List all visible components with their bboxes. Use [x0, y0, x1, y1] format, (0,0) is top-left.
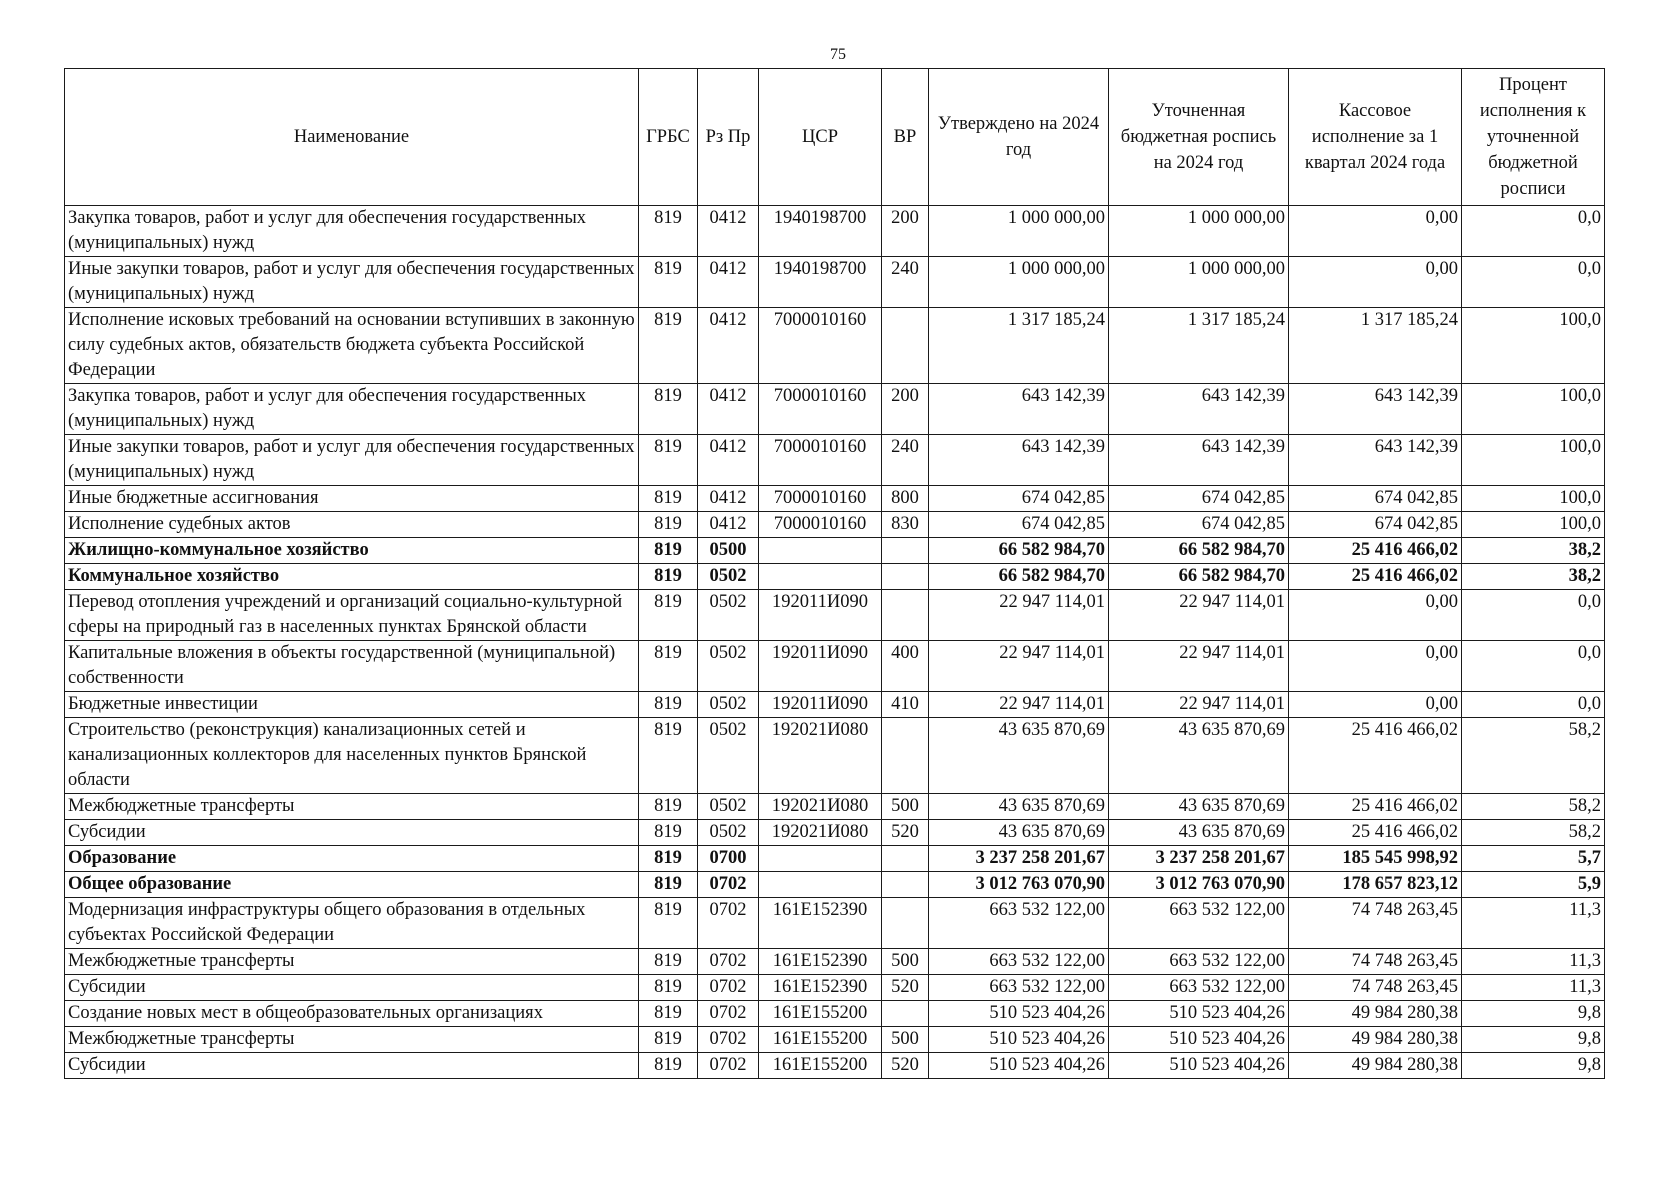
cell-csr	[759, 564, 882, 590]
cell-csr: 161Е152390	[759, 975, 882, 1001]
cell-approved: 66 582 984,70	[929, 538, 1109, 564]
cell-name: Межбюджетные трансферты	[65, 1027, 639, 1053]
cell-grbs: 819	[639, 435, 698, 486]
table-row	[65, 1001, 1605, 1027]
cell-refined: 22 947 114,01	[1109, 590, 1289, 641]
cell-percent: 58,2	[1462, 794, 1605, 820]
cell-cash: 178 657 823,12	[1289, 872, 1462, 898]
cell-cash: 49 984 280,38	[1289, 1001, 1462, 1027]
table-row	[65, 435, 1605, 486]
cell-cash: 643 142,39	[1289, 435, 1462, 486]
cell-name: Исполнение исковых требований на основании вступивших в законную силу судебных актов, обязательств бюджета субъекта Российской Федерации	[65, 308, 639, 384]
cell-cash: 25 416 466,02	[1289, 794, 1462, 820]
cell-csr: 192021И080	[759, 794, 882, 820]
cell-csr: 7000010160	[759, 512, 882, 538]
cell-approved: 643 142,39	[929, 435, 1109, 486]
cell-grbs: 819	[639, 692, 698, 718]
cell-name: Иные закупки товаров, работ и услуг для обеспечения государственных (муниципальных) нужд	[65, 257, 639, 308]
cell-vr: 400	[882, 641, 929, 692]
cell-rzpr: 0702	[698, 1053, 759, 1079]
table-row	[65, 512, 1605, 538]
cell-grbs: 819	[639, 384, 698, 435]
cell-name: Капитальные вложения в объекты государственной (муниципальной) собственности	[65, 641, 639, 692]
cell-approved: 22 947 114,01	[929, 692, 1109, 718]
cell-vr	[882, 718, 929, 794]
cell-csr	[759, 538, 882, 564]
cell-grbs: 819	[639, 898, 698, 949]
cell-approved: 43 635 870,69	[929, 718, 1109, 794]
table-header	[65, 69, 1605, 206]
cell-rzpr: 0502	[698, 794, 759, 820]
cell-percent: 9,8	[1462, 1027, 1605, 1053]
cell-vr: 830	[882, 512, 929, 538]
cell-cash: 74 748 263,45	[1289, 975, 1462, 1001]
cell-refined: 674 042,85	[1109, 486, 1289, 512]
cell-grbs: 819	[639, 257, 698, 308]
cell-approved: 663 532 122,00	[929, 975, 1109, 1001]
header-vr: ВР	[882, 69, 929, 206]
table-row	[65, 590, 1605, 641]
cell-csr: 192011И090	[759, 641, 882, 692]
cell-rzpr: 0502	[698, 820, 759, 846]
cell-percent: 5,9	[1462, 872, 1605, 898]
cell-percent: 100,0	[1462, 486, 1605, 512]
cell-refined: 1 000 000,00	[1109, 206, 1289, 257]
cell-approved: 1 317 185,24	[929, 308, 1109, 384]
cell-rzpr: 0702	[698, 975, 759, 1001]
cell-refined: 663 532 122,00	[1109, 949, 1289, 975]
cell-vr: 500	[882, 1027, 929, 1053]
header-name: Наименование	[65, 69, 639, 206]
cell-name: Межбюджетные трансферты	[65, 794, 639, 820]
cell-approved: 22 947 114,01	[929, 641, 1109, 692]
cell-vr	[882, 590, 929, 641]
cell-rzpr: 0412	[698, 486, 759, 512]
cell-vr: 520	[882, 1053, 929, 1079]
cell-grbs: 819	[639, 308, 698, 384]
cell-approved: 1 000 000,00	[929, 206, 1109, 257]
cell-percent: 100,0	[1462, 308, 1605, 384]
cell-cash: 0,00	[1289, 257, 1462, 308]
cell-refined: 663 532 122,00	[1109, 898, 1289, 949]
table-row	[65, 794, 1605, 820]
table-row	[65, 308, 1605, 384]
cell-name: Иные бюджетные ассигнования	[65, 486, 639, 512]
table-row	[65, 384, 1605, 435]
cell-csr: 1940198700	[759, 257, 882, 308]
cell-percent: 0,0	[1462, 206, 1605, 257]
cell-csr: 161Е155200	[759, 1053, 882, 1079]
cell-grbs: 819	[639, 564, 698, 590]
cell-cash: 1 317 185,24	[1289, 308, 1462, 384]
cell-percent: 0,0	[1462, 257, 1605, 308]
cell-refined: 22 947 114,01	[1109, 692, 1289, 718]
table-row	[65, 564, 1605, 590]
cell-rzpr: 0502	[698, 641, 759, 692]
cell-csr: 161Е152390	[759, 949, 882, 975]
table-row	[65, 257, 1605, 308]
cell-cash: 0,00	[1289, 641, 1462, 692]
cell-approved: 663 532 122,00	[929, 898, 1109, 949]
cell-approved: 510 523 404,26	[929, 1001, 1109, 1027]
cell-name: Модернизация инфраструктуры общего образования в отдельных субъектах Российской Федерации	[65, 898, 639, 949]
cell-refined: 43 635 870,69	[1109, 794, 1289, 820]
cell-refined: 3 012 763 070,90	[1109, 872, 1289, 898]
cell-cash: 25 416 466,02	[1289, 564, 1462, 590]
cell-refined: 43 635 870,69	[1109, 820, 1289, 846]
cell-rzpr: 0702	[698, 1001, 759, 1027]
cell-approved: 510 523 404,26	[929, 1027, 1109, 1053]
cell-name: Субсидии	[65, 820, 639, 846]
cell-vr	[882, 1001, 929, 1027]
cell-refined: 1 000 000,00	[1109, 257, 1289, 308]
cell-name: Закупка товаров, работ и услуг для обеспечения государственных (муниципальных) нужд	[65, 384, 639, 435]
budget-execution-table	[64, 68, 1605, 1079]
cell-rzpr: 0412	[698, 257, 759, 308]
table-row	[65, 486, 1605, 512]
cell-vr: 200	[882, 384, 929, 435]
cell-grbs: 819	[639, 641, 698, 692]
cell-refined: 674 042,85	[1109, 512, 1289, 538]
cell-vr: 240	[882, 257, 929, 308]
cell-approved: 3 237 258 201,67	[929, 846, 1109, 872]
cell-percent: 11,3	[1462, 898, 1605, 949]
cell-grbs: 819	[639, 486, 698, 512]
cell-csr: 192021И080	[759, 718, 882, 794]
cell-vr: 410	[882, 692, 929, 718]
cell-name: Коммунальное хозяйство	[65, 564, 639, 590]
cell-rzpr: 0502	[698, 564, 759, 590]
cell-rzpr: 0412	[698, 435, 759, 486]
cell-approved: 1 000 000,00	[929, 257, 1109, 308]
table-row	[65, 898, 1605, 949]
cell-vr: 520	[882, 975, 929, 1001]
table-row	[65, 1027, 1605, 1053]
cell-vr	[882, 898, 929, 949]
cell-refined: 643 142,39	[1109, 384, 1289, 435]
cell-name: Строительство (реконструкция) канализационных сетей и канализационных коллекторов для населенных пунктов Брянской области	[65, 718, 639, 794]
cell-refined: 510 523 404,26	[1109, 1027, 1289, 1053]
cell-approved: 674 042,85	[929, 512, 1109, 538]
table-row	[65, 718, 1605, 794]
table-row	[65, 206, 1605, 257]
cell-grbs: 819	[639, 846, 698, 872]
cell-cash: 25 416 466,02	[1289, 820, 1462, 846]
cell-vr: 500	[882, 794, 929, 820]
header-rzpr: Рз Пр	[698, 69, 759, 206]
cell-cash: 49 984 280,38	[1289, 1027, 1462, 1053]
cell-percent: 58,2	[1462, 820, 1605, 846]
cell-percent: 100,0	[1462, 512, 1605, 538]
cell-grbs: 819	[639, 949, 698, 975]
cell-name: Закупка товаров, работ и услуг для обеспечения государственных (муниципальных) нужд	[65, 206, 639, 257]
cell-csr: 161Е155200	[759, 1027, 882, 1053]
header-percent: Процент исполнения к уточненной бюджетной росписи	[1462, 69, 1605, 206]
cell-approved: 43 635 870,69	[929, 794, 1109, 820]
cell-cash: 25 416 466,02	[1289, 718, 1462, 794]
cell-name: Перевод отопления учреждений и организаций социально-культурной сферы на природный газ в населенных пунктах Брянской области	[65, 590, 639, 641]
cell-vr: 240	[882, 435, 929, 486]
cell-refined: 643 142,39	[1109, 435, 1289, 486]
cell-cash: 674 042,85	[1289, 486, 1462, 512]
cell-approved: 674 042,85	[929, 486, 1109, 512]
cell-percent: 11,3	[1462, 975, 1605, 1001]
cell-percent: 38,2	[1462, 538, 1605, 564]
cell-name: Субсидии	[65, 1053, 639, 1079]
cell-csr: 7000010160	[759, 384, 882, 435]
cell-csr: 161Е152390	[759, 898, 882, 949]
cell-refined: 3 237 258 201,67	[1109, 846, 1289, 872]
cell-csr: 7000010160	[759, 435, 882, 486]
cell-cash: 0,00	[1289, 590, 1462, 641]
cell-rzpr: 0500	[698, 538, 759, 564]
cell-refined: 22 947 114,01	[1109, 641, 1289, 692]
cell-name: Создание новых мест в общеобразовательных организациях	[65, 1001, 639, 1027]
cell-vr: 520	[882, 820, 929, 846]
cell-cash: 185 545 998,92	[1289, 846, 1462, 872]
cell-refined: 66 582 984,70	[1109, 564, 1289, 590]
cell-approved: 643 142,39	[929, 384, 1109, 435]
header-cash: Кассовое исполнение за 1 квартал 2024 года	[1289, 69, 1462, 206]
table-row	[65, 949, 1605, 975]
cell-cash: 0,00	[1289, 692, 1462, 718]
cell-rzpr: 0412	[698, 512, 759, 538]
cell-vr	[882, 308, 929, 384]
cell-rzpr: 0700	[698, 846, 759, 872]
cell-grbs: 819	[639, 820, 698, 846]
cell-cash: 74 748 263,45	[1289, 898, 1462, 949]
cell-percent: 9,8	[1462, 1001, 1605, 1027]
cell-csr: 192011И090	[759, 590, 882, 641]
cell-percent: 0,0	[1462, 641, 1605, 692]
cell-approved: 3 012 763 070,90	[929, 872, 1109, 898]
cell-grbs: 819	[639, 1027, 698, 1053]
table-row	[65, 641, 1605, 692]
table-row	[65, 820, 1605, 846]
cell-refined: 510 523 404,26	[1109, 1053, 1289, 1079]
cell-vr: 500	[882, 949, 929, 975]
cell-name: Иные закупки товаров, работ и услуг для обеспечения государственных (муниципальных) нужд	[65, 435, 639, 486]
cell-cash: 74 748 263,45	[1289, 949, 1462, 975]
cell-grbs: 819	[639, 718, 698, 794]
cell-grbs: 819	[639, 794, 698, 820]
cell-grbs: 819	[639, 512, 698, 538]
cell-rzpr: 0412	[698, 206, 759, 257]
cell-percent: 11,3	[1462, 949, 1605, 975]
header-csr: ЦСР	[759, 69, 882, 206]
cell-name: Жилищно-коммунальное хозяйство	[65, 538, 639, 564]
cell-percent: 100,0	[1462, 384, 1605, 435]
cell-grbs: 819	[639, 206, 698, 257]
cell-refined: 43 635 870,69	[1109, 718, 1289, 794]
cell-csr: 1940198700	[759, 206, 882, 257]
cell-grbs: 819	[639, 1001, 698, 1027]
cell-vr	[882, 538, 929, 564]
cell-name: Бюджетные инвестиции	[65, 692, 639, 718]
cell-percent: 38,2	[1462, 564, 1605, 590]
cell-rzpr: 0412	[698, 308, 759, 384]
cell-vr	[882, 564, 929, 590]
cell-cash: 25 416 466,02	[1289, 538, 1462, 564]
table-row	[65, 692, 1605, 718]
cell-percent: 58,2	[1462, 718, 1605, 794]
cell-percent: 5,7	[1462, 846, 1605, 872]
cell-name: Общее образование	[65, 872, 639, 898]
cell-vr	[882, 872, 929, 898]
cell-cash: 0,00	[1289, 206, 1462, 257]
cell-rzpr: 0502	[698, 590, 759, 641]
cell-rzpr: 0502	[698, 692, 759, 718]
cell-percent: 9,8	[1462, 1053, 1605, 1079]
header-approved: Утверждено на 2024 год	[929, 69, 1109, 206]
cell-refined: 1 317 185,24	[1109, 308, 1289, 384]
cell-cash: 643 142,39	[1289, 384, 1462, 435]
cell-name: Межбюджетные трансферты	[65, 949, 639, 975]
cell-refined: 66 582 984,70	[1109, 538, 1289, 564]
cell-csr	[759, 846, 882, 872]
cell-vr: 800	[882, 486, 929, 512]
header-grbs: ГРБС	[639, 69, 698, 206]
cell-name: Субсидии	[65, 975, 639, 1001]
cell-grbs: 819	[639, 590, 698, 641]
cell-approved: 43 635 870,69	[929, 820, 1109, 846]
cell-name: Образование	[65, 846, 639, 872]
cell-cash: 674 042,85	[1289, 512, 1462, 538]
table-body	[65, 206, 1605, 1079]
cell-percent: 100,0	[1462, 435, 1605, 486]
cell-csr: 7000010160	[759, 486, 882, 512]
cell-rzpr: 0412	[698, 384, 759, 435]
table-row	[65, 872, 1605, 898]
cell-approved: 22 947 114,01	[929, 590, 1109, 641]
cell-approved: 510 523 404,26	[929, 1053, 1109, 1079]
cell-cash: 49 984 280,38	[1289, 1053, 1462, 1079]
page-number: 75	[830, 46, 846, 63]
table-row	[65, 846, 1605, 872]
header-row	[65, 69, 1605, 206]
cell-rzpr: 0702	[698, 898, 759, 949]
cell-rzpr: 0502	[698, 718, 759, 794]
cell-csr: 161Е155200	[759, 1001, 882, 1027]
cell-rzpr: 0702	[698, 949, 759, 975]
cell-name: Исполнение судебных актов	[65, 512, 639, 538]
cell-grbs: 819	[639, 538, 698, 564]
cell-vr: 200	[882, 206, 929, 257]
cell-grbs: 819	[639, 872, 698, 898]
header-refined: Уточненная бюджетная роспись на 2024 год	[1109, 69, 1289, 206]
cell-percent: 0,0	[1462, 692, 1605, 718]
cell-rzpr: 0702	[698, 1027, 759, 1053]
table-row	[65, 1053, 1605, 1079]
cell-approved: 663 532 122,00	[929, 949, 1109, 975]
cell-csr: 192011И090	[759, 692, 882, 718]
cell-approved: 66 582 984,70	[929, 564, 1109, 590]
cell-refined: 663 532 122,00	[1109, 975, 1289, 1001]
cell-csr	[759, 872, 882, 898]
cell-grbs: 819	[639, 975, 698, 1001]
cell-csr: 192021И080	[759, 820, 882, 846]
cell-percent: 0,0	[1462, 590, 1605, 641]
cell-csr: 7000010160	[759, 308, 882, 384]
cell-grbs: 819	[639, 1053, 698, 1079]
cell-rzpr: 0702	[698, 872, 759, 898]
cell-vr	[882, 846, 929, 872]
table-row	[65, 975, 1605, 1001]
cell-refined: 510 523 404,26	[1109, 1001, 1289, 1027]
table-row	[65, 538, 1605, 564]
